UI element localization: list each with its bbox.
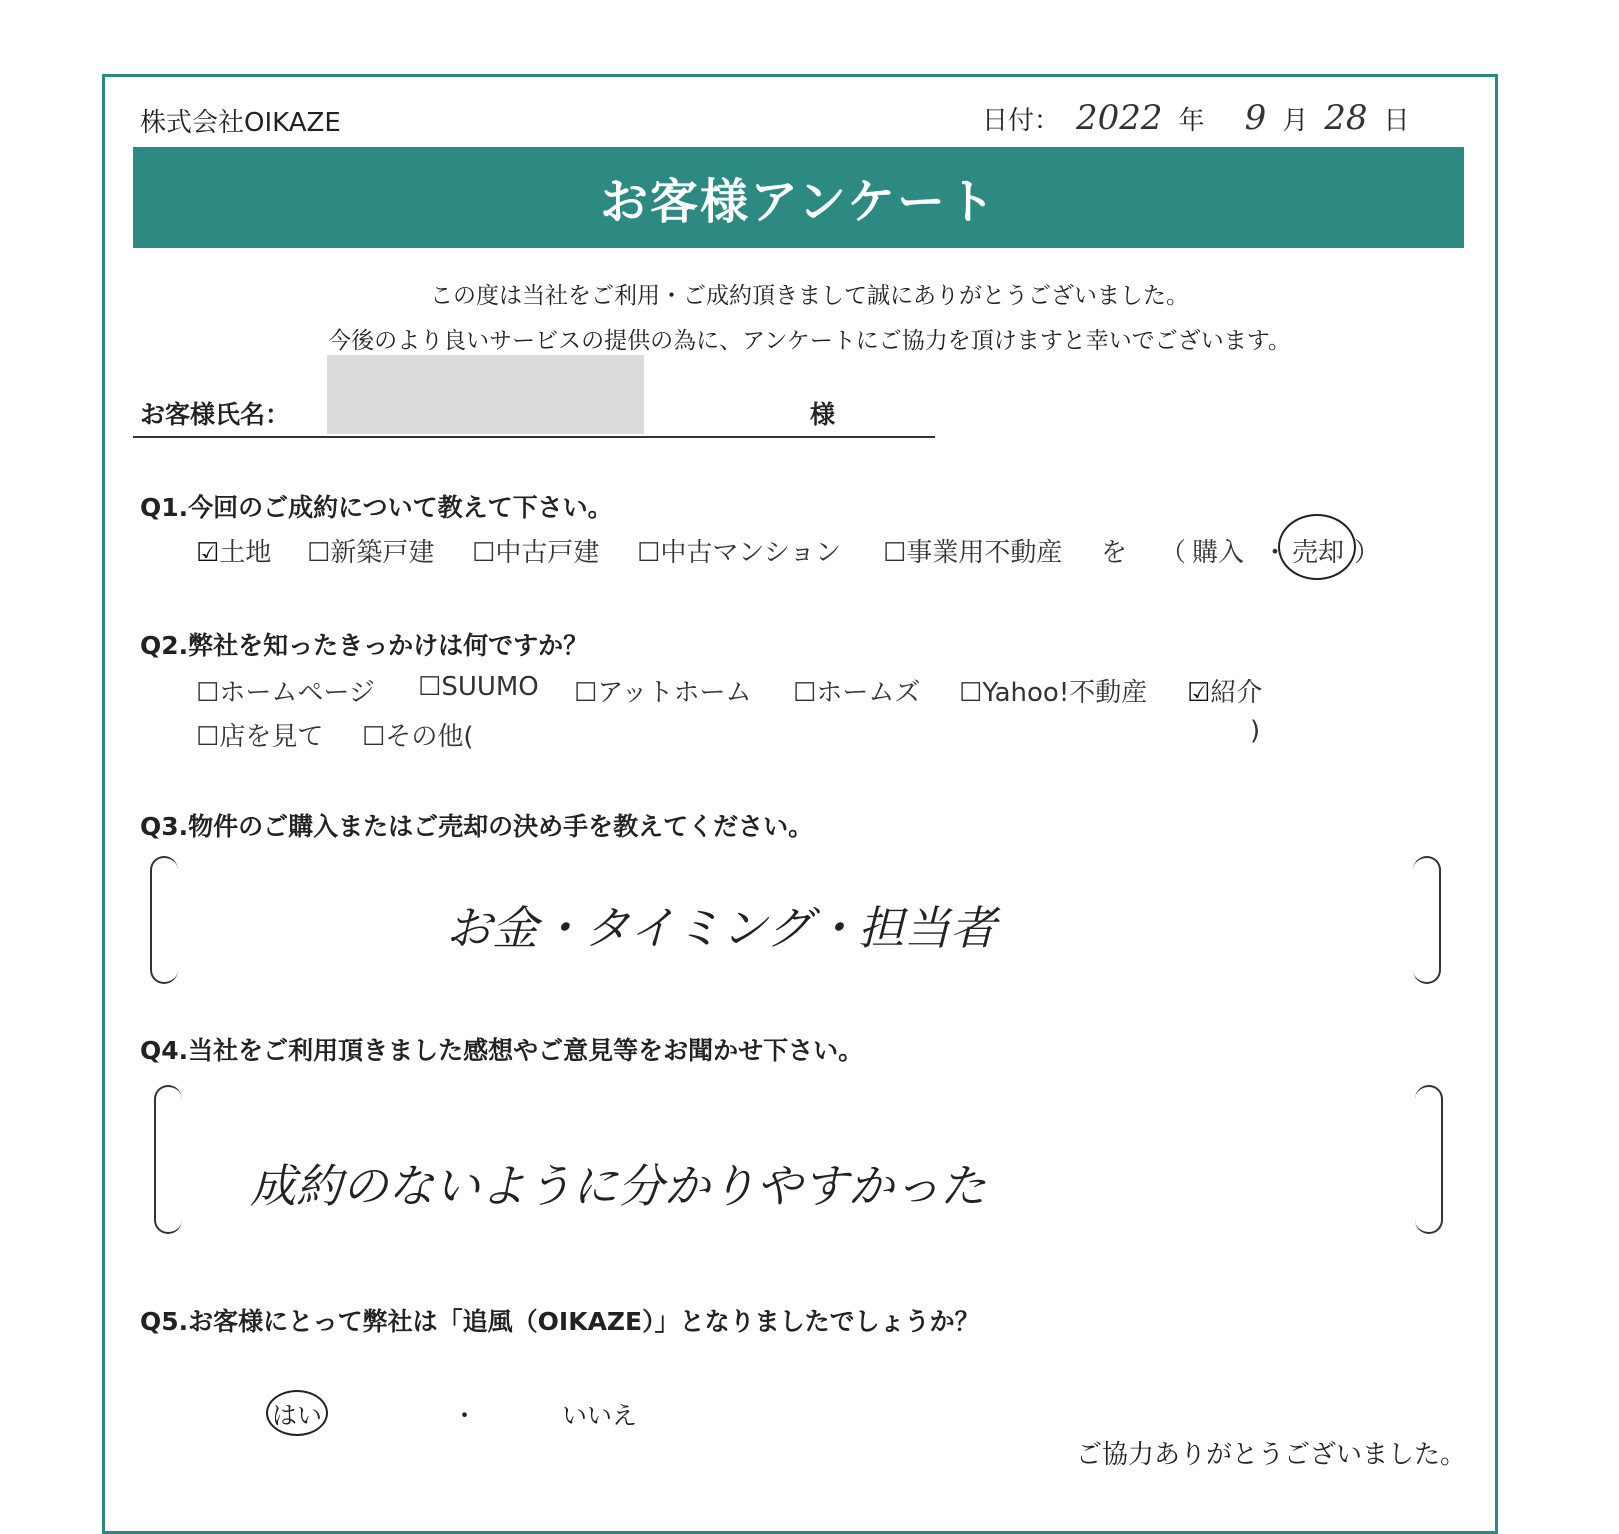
date-day[interactable]: 28 bbox=[1324, 98, 1368, 138]
q2-question: Q2.弊社を知ったきっかけは何ですか？ bbox=[140, 631, 589, 660]
q1-option-new-house[interactable]: ☐新築戸建 bbox=[307, 538, 435, 568]
q2-option-yahoo[interactable]: ☐Yahoo!不動産 bbox=[959, 678, 1148, 708]
thanks-message: ご協力ありがとうございました。 bbox=[1076, 1440, 1467, 1470]
checkbox-icon: ☐ bbox=[637, 538, 661, 568]
checkbox-icon: ☐ bbox=[196, 678, 220, 708]
q2-option-homes[interactable]: ☐ホームズ bbox=[793, 678, 921, 708]
q1-buy[interactable]: 購入 bbox=[1192, 538, 1245, 568]
survey-title-banner bbox=[133, 147, 1464, 248]
q2-option-athome[interactable]: ☐アットホーム bbox=[574, 678, 752, 708]
q2-other-close: ) bbox=[1250, 716, 1261, 746]
checkbox-icon: ☐ bbox=[959, 678, 983, 708]
q3-left-bracket bbox=[150, 856, 178, 984]
checkbox-icon: ☐ bbox=[883, 538, 907, 568]
q3-answer[interactable]: お金・タイミング・担当者 bbox=[446, 901, 997, 955]
q1-option-used-condo[interactable]: ☐中古マンション bbox=[637, 538, 842, 568]
date-row bbox=[982, 98, 1426, 138]
checkbox-icon: ☐ bbox=[362, 722, 386, 752]
checkbox-icon: ☐ bbox=[472, 538, 496, 568]
q5-dot: ・ bbox=[452, 1401, 478, 1430]
date-month[interactable]: 9 bbox=[1244, 98, 1267, 138]
intro-line-2: 今後のより良いサービスの提供の為に、アンケートにご協力を頂けますと幸いでございます。 bbox=[328, 328, 1291, 354]
checked-box-icon: ☑ bbox=[196, 538, 220, 568]
q2-option-referral[interactable]: ☑紹介 bbox=[1187, 678, 1263, 708]
q2-option-store[interactable]: ☐店を見て bbox=[196, 722, 324, 752]
checkbox-icon: ☐ bbox=[418, 672, 442, 702]
yes-circle-mark bbox=[266, 1390, 328, 1436]
checkbox-icon: ☐ bbox=[196, 722, 220, 752]
customer-name-underline bbox=[133, 436, 935, 438]
year-unit: 年 bbox=[1178, 106, 1205, 136]
checkbox-icon: ☐ bbox=[307, 538, 331, 568]
month-unit: 月 bbox=[1282, 106, 1309, 136]
q4-right-bracket bbox=[1415, 1085, 1443, 1234]
customer-name-suffix: 様 bbox=[810, 400, 836, 429]
q4-answer[interactable]: 成約のないように分かりやすかった bbox=[250, 1159, 986, 1213]
q2-option-suumo[interactable]: ☐SUUMO bbox=[418, 672, 539, 702]
date-year[interactable]: 2022 bbox=[1076, 98, 1163, 138]
q1-open-paren: （ bbox=[1160, 538, 1187, 568]
q1-close-paren: ） bbox=[1354, 538, 1381, 568]
q4-question: Q4.当社をご利用頂きました感想やご意見等をお聞かせ下さい。 bbox=[140, 1036, 864, 1065]
q1-question: Q1.今回のご成約について教えて下さい。 bbox=[140, 493, 613, 522]
q5-no[interactable]: いいえ bbox=[562, 1401, 638, 1430]
q1-option-business[interactable]: ☐事業用不動産 bbox=[883, 538, 1063, 568]
intro-line-1: この度は当社をご利用・ご成約頂きまして誠にありがとうございました。 bbox=[430, 283, 1189, 309]
q3-question: Q3.物件のご購入またはご売却の決め手を教えてください。 bbox=[140, 812, 814, 841]
q2-option-other[interactable]: ☐その他( bbox=[362, 722, 474, 752]
customer-name-field[interactable] bbox=[327, 355, 644, 434]
q1-sell[interactable]: 売却 bbox=[1292, 538, 1345, 568]
survey-title: お客様アンケート bbox=[599, 174, 998, 230]
q5-question: Q5.お客様にとって弊社は「追風（OIKAZE）」となりましたでしょうか？ bbox=[140, 1307, 980, 1336]
sell-circle-mark bbox=[1278, 514, 1356, 580]
q5-yes[interactable]: はい bbox=[272, 1401, 323, 1430]
customer-name-label: お客様氏名： bbox=[140, 400, 291, 429]
checkbox-icon: ☐ bbox=[574, 678, 598, 708]
day-unit: 日 bbox=[1383, 106, 1410, 136]
q1-dot: ・ bbox=[1262, 538, 1289, 568]
date-label: 日付： bbox=[982, 106, 1061, 136]
q1-wo: を bbox=[1101, 538, 1128, 568]
q1-option-land[interactable]: ☑土地 bbox=[196, 538, 272, 568]
checked-box-icon: ☑ bbox=[1187, 678, 1211, 708]
q3-right-bracket bbox=[1413, 856, 1441, 984]
q1-option-used-house[interactable]: ☐中古戸建 bbox=[472, 538, 600, 568]
q4-left-bracket bbox=[154, 1085, 182, 1234]
q2-option-homepage[interactable]: ☐ホームページ bbox=[196, 678, 375, 708]
company-name: 株式会社OIKAZE bbox=[140, 108, 341, 138]
checkbox-icon: ☐ bbox=[793, 678, 817, 708]
